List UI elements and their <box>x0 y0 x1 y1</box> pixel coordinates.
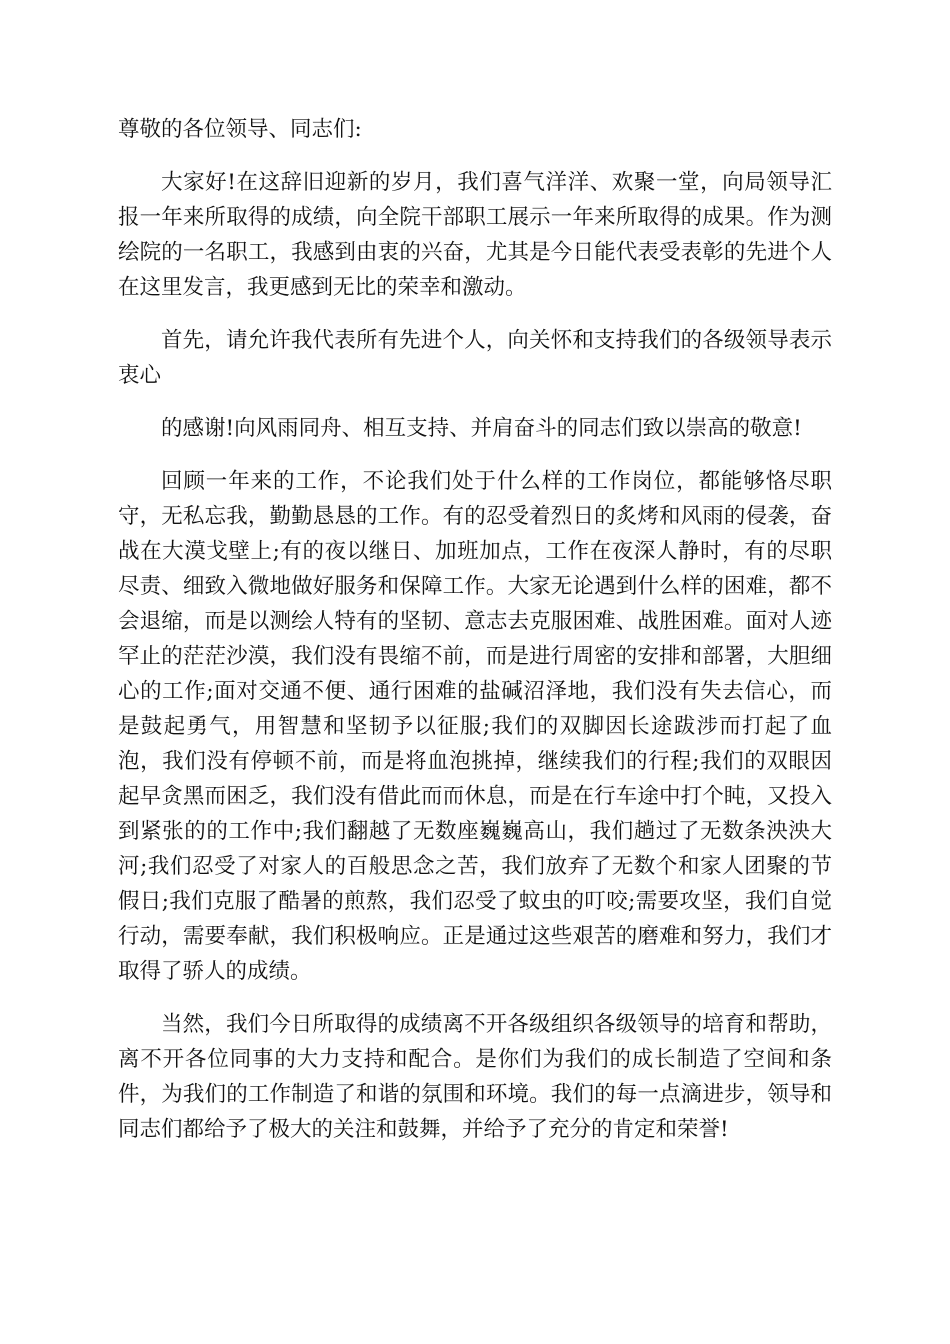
paragraph-opening: 大家好!在这辞旧迎新的岁月，我们喜气洋洋、欢聚一堂，向局领导汇报一年来所取得的成绩，向全院干部职工展示一年来所取得的成果。作为测绘院的一名职工，我感到由衷的兴奋，尤其是今日能代表受表彰的先进个人在这里发言，我更感到无比的荣幸和激动。 <box>118 170 832 300</box>
paragraph-acknowledgement: 当然，我们今日所取得的成绩离不开各级组织各级领导的培育和帮助，离不开各位同事的大力支持和配合。是你们为我们的成长制造了空间和条件，为我们的工作制造了和谐的氛围和环境。我们的每一点滴进步，领导和同志们都给予了极大的关注和鼓舞，并给予了充分的肯定和荣誉! <box>118 1012 832 1142</box>
greeting-line: 尊敬的各位领导、同志们: <box>118 117 362 142</box>
document-body <box>118 112 832 1165</box>
paragraph-review: 回顾一年来的工作，不论我们处于什么样的工作岗位，都能够恪尽职守，无私忘我，勤勤恳恳的工作。有的忍受着烈日的炙烤和风雨的侵袭，奋战在大漠戈壁上;有的夜以继日、加班加点，工作在夜深人静时，有的尽职尽责、细致入微地做好服务和保障工作。大家无论遇到什么样的困难，都不会退缩，而是以测绘人特有的坚韧、意志去克服困难、战胜困难。面对人迹罕止的茫茫沙漠，我们没有畏缩不前，而是进行周密的安排和部署，大胆细心的工作;面对交通不便、通行困难的盐碱沼泽地，我们没有失去信心，而是鼓起勇气，用智慧和坚韧予以征服;我们的双脚因长途跋涉而打起了血泡，我们没有停顿不前，而是将血泡挑掉，继续我们的行程;我们的双眼因起早贪黑而困乏，我们没有借此而而休息，而是在行车途中打个盹，又投入到紧张的的工作中;我们翻越了无数座巍巍高山，我们趟过了无数条泱泱大河;我们忍受了对家人的百般思念之苦，我们放弃了无数个和家人团聚的节假日;我们克服了酷暑的煎熬，我们忍受了蚊虫的叮咬;需要攻坚，我们自觉行动，需要奉献，我们积极响应。正是通过这些艰苦的磨难和努力，我们才取得了骄人的成绩。 <box>118 469 832 984</box>
paragraph-thanks-second: 的感谢!向风雨同舟、相互支持、并肩奋斗的同志们致以崇高的敬意! <box>161 416 802 441</box>
paragraph-thanks-first: 首先，请允许我代表所有先进个人，向关怀和支持我们的各级领导表示衷心 <box>118 328 832 388</box>
